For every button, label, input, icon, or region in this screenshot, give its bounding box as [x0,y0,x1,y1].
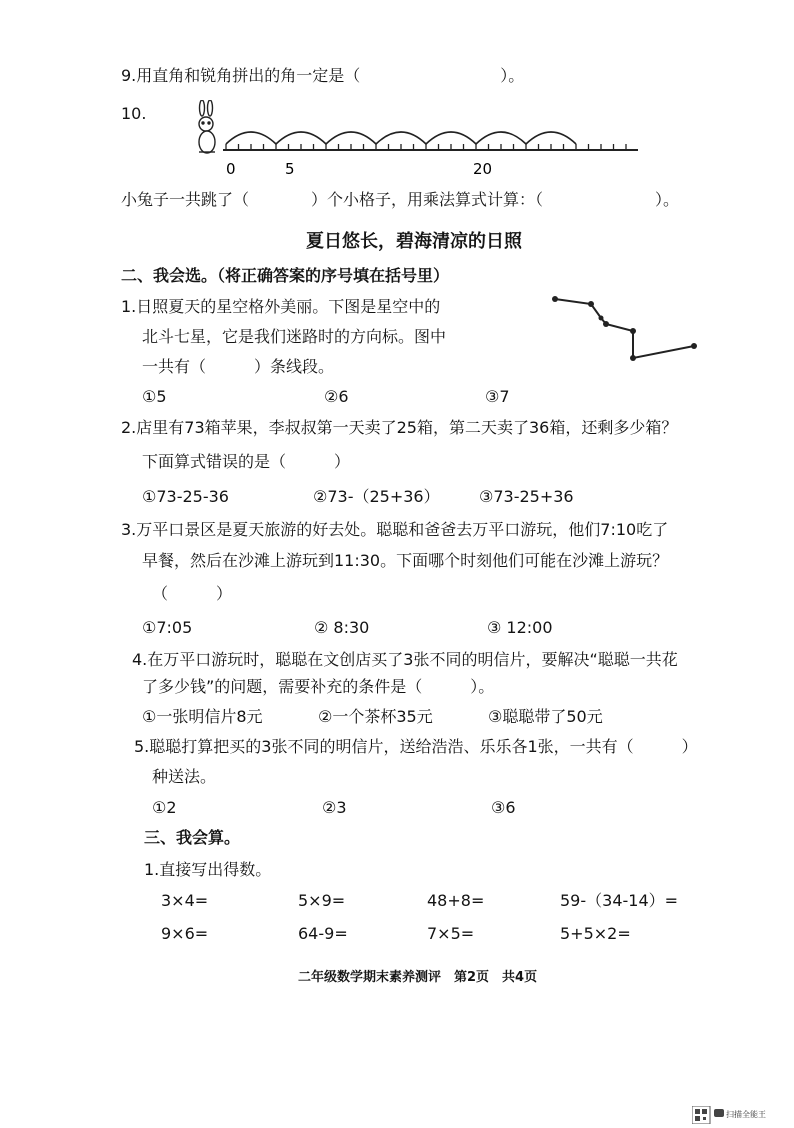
calc-r1-c2: 5×9= [298,891,346,910]
s2-q2-option-2[interactable]: ②73-（25+36） [313,487,440,506]
q9-close: ）。 [500,66,525,85]
star-4 [630,328,636,334]
ruler-label-5: 5 [285,160,295,178]
scanner-watermark [692,1106,792,1124]
calc-r1-c4: 59-（34-14）= [560,891,679,910]
s2-q3-line-2: 早餐，然后在沙滩上游玩到11:30。下面哪个时刻他们可能在沙滩上游玩？ [142,551,669,570]
q9-number: 9. [121,66,137,85]
star-1 [552,296,558,302]
page-footer: 二年级数学期末素养测评 第2页 共4页 [298,970,538,985]
s2-q4-line-2: 了多少钱”的问题，需要补充的条件是（ ）。 [142,677,495,696]
s2-q3-line-3: （ ） [152,584,233,603]
q9-line [121,66,524,86]
calc-r2-c1: 9×6= [161,924,209,943]
number-line-figure [190,100,640,180]
s2-q1-option-1[interactable]: ①5 [142,387,167,406]
star-7 [599,316,604,321]
s2-q4-line-1: 4.在万平口游玩时，聪聪在文创店买了3张不同的明信片，要解决“聪聪一共花 [132,650,678,669]
calc-r2-c3: 7×5= [427,924,475,943]
rabbit-icon [199,100,215,153]
jump-arc [226,132,276,144]
s2-q1-line-3: 一共有（ ）条线段。 [142,357,335,376]
jump-arc [526,132,576,144]
q10-text-b: ）个小格子，用乘法算式计算：（ [311,190,544,209]
scanner-logo-icon [714,1109,724,1117]
qr-code-icon [692,1106,710,1124]
s2-q2-option-1[interactable]: ①73-25-36 [142,487,229,506]
s2-q3-option-3[interactable]: ③ 12:00 [487,618,553,637]
calc-r1-c3: 48+8= [427,891,485,910]
q10-text-c: ）。 [655,190,680,209]
section3-sub: 1.直接写出得数。 [144,860,272,879]
s2-q5-option-2[interactable]: ②3 [322,798,347,817]
big-dipper-figure [545,290,705,370]
jump-arc [326,132,376,144]
jump-arc [276,132,326,144]
q10-answer-line [121,190,679,210]
s2-q2-line-1: 2.店里有73箱苹果，李叔叔第一天卖了25箱，第二天卖了36箱，还剩多少箱？ [121,418,678,437]
section-title: 夏日悠长，碧海清凉的日照 [306,231,522,252]
jump-arc [476,132,526,144]
s2-q3-option-2[interactable]: ② 8:30 [314,618,370,637]
s2-q3-line-1: 3.万平口景区是夏天旅游的好去处。聪聪和爸爸去万平口游玩，他们7:10吃了 [121,520,669,539]
section3-heading: 三、我会算。 [144,828,241,847]
s2-q1-line-1: 1.日照夏天的星空格外美丽。下图是星空中的 [121,297,441,316]
jump-arc [376,132,426,144]
jump-arcs [226,132,576,144]
s2-q2-line-2: 下面算式错误的是（ ） [142,452,351,471]
q9-text: 用直角和锐角拼出的角一定是（ [136,66,361,85]
s2-q4-option-3[interactable]: ③聪聪带了50元 [488,707,603,726]
q10-text-a: 小兔子一共跳了（ [121,190,250,209]
calc-r2-c2: 64-9= [298,924,348,943]
star-3 [603,321,609,327]
s2-q5-option-3[interactable]: ③6 [491,798,516,817]
s2-q3-option-1[interactable]: ①7:05 [142,618,193,637]
s2-q5-line-1: 5.聪聪打算把买的3张不同的明信片，送给浩浩、乐乐各1张，一共有（ ） [134,737,698,756]
calc-r1-c1: 3×4= [161,891,209,910]
s2-q5-option-1[interactable]: ①2 [152,798,177,817]
s2-q4-option-1[interactable]: ①一张明信片8元 [142,707,263,726]
star-6 [691,343,697,349]
s2-q4-option-2[interactable]: ②一个茶杯35元 [318,707,433,726]
big-dipper-lines [555,299,694,358]
jump-arc [426,132,476,144]
s2-q2-option-3[interactable]: ③73-25+36 [479,487,574,506]
calc-r2-c4: 5+5×2= [560,924,631,943]
scanner-brand: 扫描全能王 [726,1110,766,1119]
s2-q1-option-2[interactable]: ②6 [324,387,349,406]
s2-q5-line-2: 种送法。 [152,767,217,786]
ruler-label-20: 20 [473,160,493,178]
ruler-label-0: 0 [226,160,236,178]
s2-q1-line-2: 北斗七星，它是我们迷路时的方向标。图中 [142,327,447,346]
star-5 [630,355,636,361]
star-2 [588,301,594,307]
section2-heading: 二、我会选。（将正确答案的序号填在括号里） [121,266,450,285]
q10-number: 10. [121,104,147,123]
s2-q1-option-3[interactable]: ③7 [485,387,510,406]
